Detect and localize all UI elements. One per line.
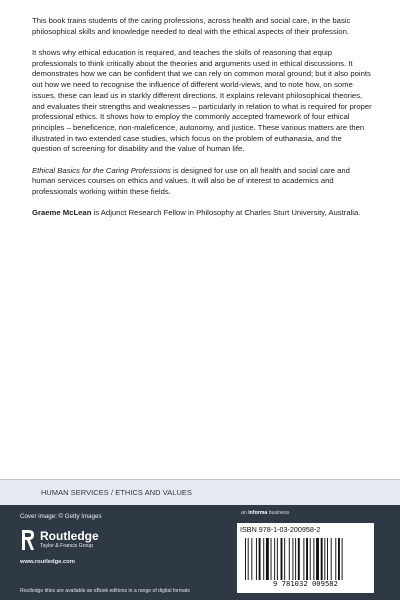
barcode-bar — [277, 538, 278, 580]
barcode-bar — [303, 538, 304, 580]
blurb-text-span: is designed for use on all health and social care and human services courses on ethics and values. It will also be of interest to academics and professionals working within these fields. — [32, 165, 350, 197]
informa-prefix: an — [241, 510, 247, 516]
barcode-icon — [243, 538, 368, 580]
barcode-bar — [251, 538, 252, 580]
barcode-bar — [263, 538, 264, 580]
footer — [0, 505, 400, 600]
barcode-bar — [321, 538, 323, 580]
barcode-bar — [292, 538, 293, 580]
blurb-paragraph — [32, 48, 372, 155]
blurb-paragraph — [32, 166, 372, 198]
author-name: Graeme McLean — [32, 208, 92, 218]
isbn: ISBN 978-1-03-200958-2 — [240, 525, 321, 534]
blurb-paragraph — [32, 208, 372, 219]
barcode-bar — [338, 538, 340, 580]
informa-business — [241, 510, 289, 516]
barcode-bar — [306, 538, 308, 580]
barcode-bar — [335, 538, 336, 580]
barcode-bar — [295, 538, 296, 580]
category-band — [0, 479, 400, 506]
blurb-text-span: is Adjunct Research Fellow in Philosophy at Charles Sturt University, Australia. — [91, 208, 361, 218]
publisher-website: www.routledge.com — [20, 559, 75, 565]
barcode-bar — [248, 538, 249, 580]
cover-image-credit: Cover image: © Getty Images — [20, 513, 102, 520]
barcode-bar — [289, 538, 290, 580]
ebook-note: Routledge titles are available as eBook editions in a range of digital formats — [20, 588, 190, 594]
barcode-bar — [266, 538, 269, 580]
blurb-text-span: This book trains students of the caring professions, across health and social care, in the basic philosophical skills and knowledge needed to deal with the ethical aspects of their profession. — [32, 16, 351, 36]
barcode-bar — [274, 538, 275, 580]
barcode-bar — [298, 538, 300, 580]
blurb-paragraph — [32, 16, 372, 37]
blurb-text — [32, 16, 372, 230]
barcode-bar — [284, 538, 285, 580]
barcode-digits: 9 781032 009582 — [273, 579, 338, 588]
informa-brand: informa — [248, 510, 268, 516]
barcode-bar — [256, 538, 257, 580]
barcode-bar — [310, 538, 311, 580]
informa-suffix: business — [268, 510, 290, 516]
publisher-name: Routledge — [40, 529, 99, 543]
barcode-bar — [342, 538, 343, 580]
barcode-bar — [313, 538, 314, 580]
blurb-text-span: It shows why ethical education is required, and teaches the skills of reasoning that equip professionals to think critically about the theories and arguments used in ethical discussions. It demonstrates how we can be confident that we can rely on common moral ground; but it also points out how we need to recognise the influence of different world-views, and to note how, on some issues, these can lead us in starkly different directions. It explains relevant philosophical theories, and evaluates their strengths and weaknesses – particularly in relation to what is required for proper professional ethics. It shows how to employ the commonly accepted framework of four ethical principles – beneficence, non-maleficence, autonomy, and justice. These various matters are then illustrated in two extended case studies, which focus on the problem of euthanasia, and the question of screening for disability and the value of human life. — [32, 48, 372, 154]
barcode-bar — [327, 538, 328, 580]
category-label: HUMAN SERVICES / ETHICS AND VALUES — [41, 488, 192, 497]
publisher-block — [20, 528, 200, 568]
barcode-bar — [281, 538, 283, 580]
barcode-bar — [316, 538, 319, 580]
barcode-bar — [271, 538, 272, 580]
barcode-bar — [259, 538, 261, 580]
barcode-box — [237, 523, 374, 593]
barcode-bar — [324, 538, 325, 580]
publisher-group: Taylor & Francis Group — [40, 543, 94, 549]
routledge-logo-icon — [20, 528, 36, 552]
barcode-bar — [245, 538, 246, 580]
book-title: Ethical Basics for the Caring Professions — [32, 165, 171, 175]
barcode-bar — [331, 538, 332, 580]
